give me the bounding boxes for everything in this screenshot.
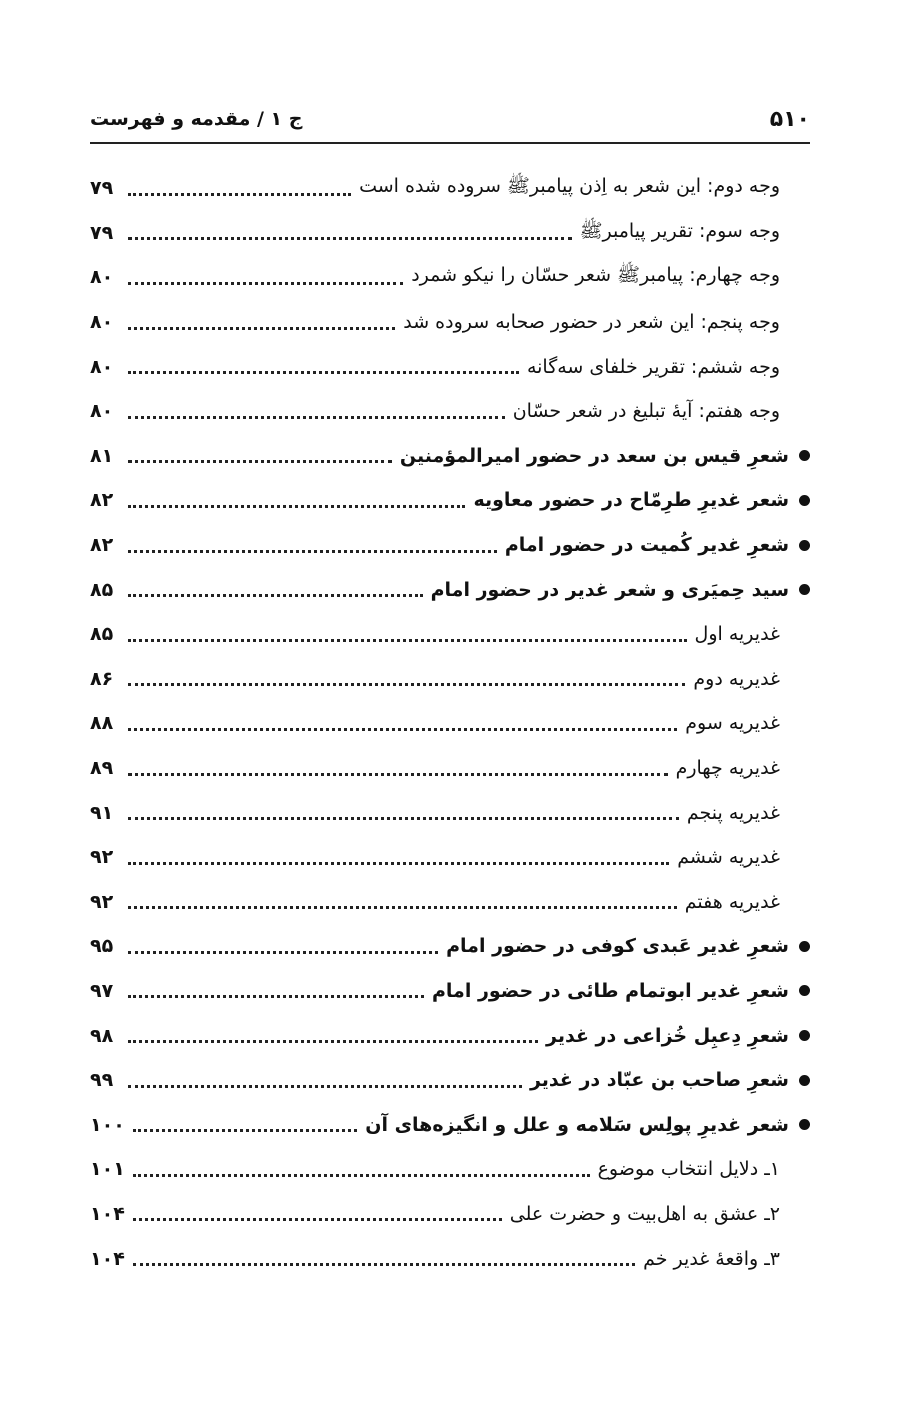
toc-entry (90, 835, 810, 880)
toc-entry-page: ۸۱ (90, 444, 114, 467)
dot-leader (128, 683, 685, 686)
dot-leader (133, 1263, 635, 1266)
bullet-icon (799, 1030, 810, 1041)
toc-entry-page: ۸۵ (90, 623, 114, 646)
toc-entry-title: غدیریه چهارم (675, 757, 780, 780)
toc-entry-title: غدیریه هفتم (684, 890, 780, 913)
toc-entry (90, 434, 810, 479)
dot-leader (128, 282, 403, 285)
toc-entry (90, 1013, 810, 1058)
dot-leader (128, 237, 572, 240)
dot-leader (128, 505, 465, 508)
dot-leader (133, 1218, 502, 1221)
bullet-icon (799, 985, 810, 996)
toc-entry-page: ۸۲ (90, 534, 114, 557)
dot-leader (133, 1174, 590, 1177)
toc-entry-title: ۲ـ عشق به اهل‌بیت و حضرت علی (509, 1202, 780, 1225)
toc-entry-page: ۸۹ (90, 757, 114, 780)
toc-entry-page: ۹۱ (90, 801, 114, 824)
toc-entry-page: ۹۵ (90, 935, 114, 958)
toc-entry-title: شعرِ دِعبِل خُزاعی در غدیر (546, 1024, 789, 1047)
dot-leader (128, 728, 677, 731)
toc-entry-title: وجه چهارم: پیامبرﷺ شعر حسّان را نیکو شمرد (411, 264, 780, 287)
toc-entry-title: غدیریه سوم (685, 712, 780, 735)
toc-entry (90, 478, 810, 523)
toc-entry (90, 211, 810, 256)
toc-entry (90, 300, 810, 345)
toc-entry-title: شعرِ قیس بن سعد در حضور امیرالمؤمنین (399, 444, 789, 467)
toc-entry-page: ۸۶ (90, 667, 114, 690)
toc-entry-page: ۸۰ (90, 400, 114, 423)
toc-entry-page: ۹۹ (90, 1069, 114, 1092)
toc-entry (90, 567, 810, 612)
toc-entry-title: شعرِ غدیر کُمیت در حضور امام (504, 534, 789, 557)
toc-entry-title: غدیریه ششم (677, 846, 780, 869)
running-title: ج ۱ / مقدمه و فهرست (90, 108, 303, 130)
toc-entry-page: ۸۰ (90, 355, 114, 378)
page-number: ۵۱۰ (769, 106, 810, 132)
bullet-icon (799, 1075, 810, 1086)
dot-leader (128, 550, 497, 553)
dot-leader (128, 817, 679, 820)
toc-entry-page: ۸۸ (90, 712, 114, 735)
dot-leader (128, 951, 438, 954)
toc-entry (90, 701, 810, 746)
toc-entry-page: ۷۹ (90, 177, 114, 200)
dot-leader (128, 371, 519, 374)
toc-entry-title: شعرِ غدیر عَبدی کوفی در حضور امام (446, 935, 789, 958)
toc-entry-title: غدیریه اول (694, 623, 780, 646)
toc-entry (90, 969, 810, 1014)
bullet-icon (799, 584, 810, 595)
toc-entry-page: ۱۰۰ (90, 1113, 125, 1136)
dot-leader (133, 1129, 357, 1132)
dot-leader (128, 995, 424, 998)
toc-entry-title: شعر غدیرِ طرِمّاح در حضور معاویه (473, 489, 789, 512)
toc-entry-page: ۹۸ (90, 1024, 114, 1047)
dot-leader (128, 862, 669, 865)
toc-entry-page: ۱۰۴ (90, 1202, 125, 1225)
bullet-icon (799, 1119, 810, 1130)
toc-entry (90, 746, 810, 791)
toc-entry (90, 166, 810, 211)
toc-entry-title: وجه ششم: تقریر خلفای سه‌گانه (526, 355, 780, 378)
toc-entry (90, 1192, 810, 1237)
toc-entry-page: ۱۰۴ (90, 1247, 125, 1270)
toc-entry (90, 255, 810, 300)
toc-entry (90, 880, 810, 925)
toc-entry (90, 523, 810, 568)
dot-leader (128, 1085, 522, 1088)
toc-entry-page: ۸۰ (90, 311, 114, 334)
toc-entry-page: ۸۲ (90, 489, 114, 512)
dot-leader (128, 416, 505, 419)
toc-entry-title: ۱ـ دلایل انتخاب موضوع (597, 1158, 780, 1181)
toc-entry-title: شعرِ صاحب بن عبّاد در غدیر (529, 1069, 789, 1092)
toc-entry-title: شعر غدیرِ پولِس سَلامه و علل و انگیزه‌های آن (365, 1113, 789, 1136)
toc-entry-page: ۱۰۱ (90, 1158, 125, 1181)
toc-entry-title: ۳ـ واقعهٔ غدیر خم (643, 1247, 780, 1270)
toc-entry (90, 1236, 810, 1281)
toc-entry (90, 1102, 810, 1147)
toc-entry-title: سید حِمیَری و شعر غدیر در حضور امام (430, 578, 789, 601)
bullet-icon (799, 941, 810, 952)
toc-entry-page: ۹۷ (90, 979, 114, 1002)
toc-entry-title: وجه دوم: این شعر به اِذن پیامبرﷺ سروده شده است (359, 175, 780, 198)
dot-leader (128, 773, 668, 776)
bullet-icon (799, 450, 810, 461)
table-of-contents (90, 166, 810, 1281)
bullet-icon (799, 495, 810, 506)
toc-entry-page: ۸۵ (90, 578, 114, 601)
bullet-icon (799, 540, 810, 551)
running-header (90, 96, 810, 144)
toc-entry-title: غدیریه دوم (693, 667, 780, 690)
dot-leader (128, 594, 423, 597)
toc-entry (90, 389, 810, 434)
toc-entry-title: شعرِ غدیر ابوتمام طائی در حضور امام (432, 979, 789, 1002)
dot-leader (128, 460, 392, 463)
toc-entry-page: ۹۲ (90, 846, 114, 869)
dot-leader (128, 906, 677, 909)
toc-entry (90, 657, 810, 702)
dot-leader (128, 327, 395, 330)
toc-entry-title: وجه سوم: تقریر پیامبرﷺ (579, 219, 780, 242)
toc-entry-page: ۹۲ (90, 890, 114, 913)
toc-entry-title: وجه هفتم: آیهٔ تبلیغ در شعر حسّان (512, 400, 780, 423)
dot-leader (128, 639, 687, 642)
toc-entry-title: وجه پنجم: این شعر در حضور صحابه سروده شد (403, 311, 780, 334)
toc-entry-title: غدیریه پنجم (686, 801, 780, 824)
dot-leader (128, 1040, 538, 1043)
toc-entry (90, 1147, 810, 1192)
toc-entry (90, 1058, 810, 1103)
toc-entry (90, 344, 810, 389)
toc-entry-page: ۸۰ (90, 266, 114, 289)
toc-entry (90, 612, 810, 657)
toc-entry-page: ۷۹ (90, 221, 114, 244)
dot-leader (128, 193, 351, 196)
toc-entry (90, 924, 810, 969)
toc-entry (90, 790, 810, 835)
